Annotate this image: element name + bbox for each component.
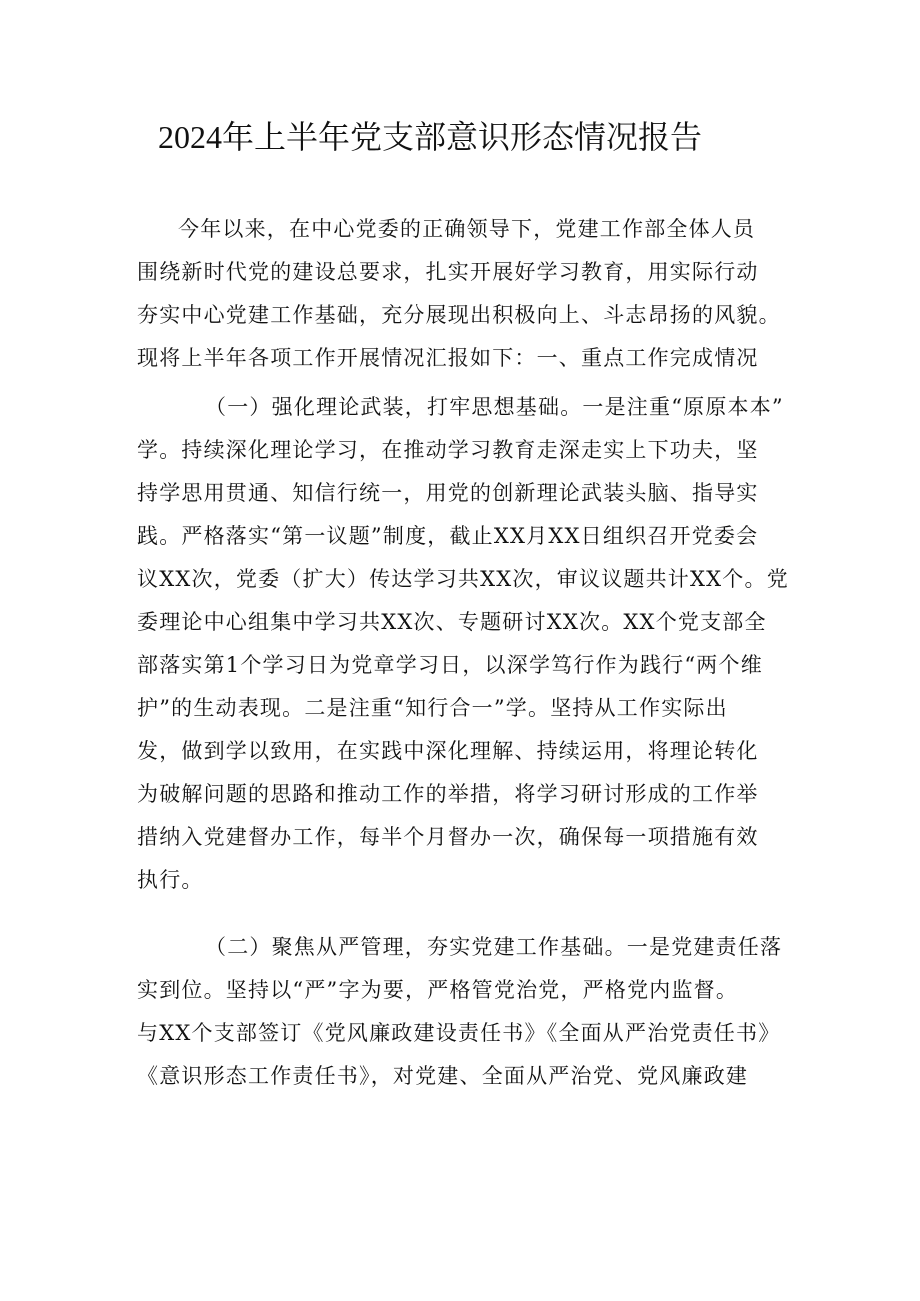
paragraph-line: 践。严格落实“第一议题”制度，截止XX月XX日组织召开党委会 bbox=[137, 524, 759, 548]
paragraph-line: 部落实第1个学习日为党章学习日，以深学笃行作为践行“两个维 bbox=[137, 653, 763, 677]
paragraph-line: 《意识形态工作责任书》，对党建、全面从严治党、党风廉政建 bbox=[137, 1064, 749, 1088]
paragraph-line: 实到位。坚持以“严”字为要，严格管党治党，严格党内监督。 bbox=[137, 978, 739, 1002]
paragraph-line: 围绕新时代党的建设总要求，扎实开展好学习教育，用实际行动 bbox=[137, 260, 759, 284]
paragraph-line: 执行。 bbox=[137, 868, 204, 892]
paragraph-line: 议XX次，党委（扩大）传达学习共XX次，审议议题共计XX个。党 bbox=[137, 567, 789, 591]
paragraph-line: 夯实中心党建工作基础，充分展现出积极向上、斗志昂扬的风貌。 bbox=[137, 303, 781, 327]
paragraph-line: 现将上半年各项工作开展情况汇报如下：一、重点工作完成情况 bbox=[137, 346, 759, 370]
paragraph-line: 与XX个支部签订《党风廉政建设责任书》《全面从严治党责任书》 bbox=[137, 1021, 781, 1045]
paragraph-line: 护”的生动表现。二是注重“知行合一”学。坚持从工作实际出 bbox=[137, 696, 728, 720]
paragraph-line: 措纳入党建督办工作，每半个月督办一次，确保每一项措施有效 bbox=[137, 825, 759, 849]
document-title: 2024年上半年党支部意识形态情况报告 bbox=[158, 119, 703, 155]
paragraph-line: （一）强化理论武装，打牢思想基础。一是注重“原原本本” bbox=[205, 395, 784, 419]
paragraph-line: 委理论中心组集中学习共XX次、专题研讨XX次。XX个党支部全 bbox=[137, 610, 767, 634]
paragraph-line: 今年以来，在中心党委的正确领导下，党建工作部全体人员 bbox=[178, 217, 756, 241]
paragraph-line: 为破解问题的思路和推动工作的举措，将学习研讨形成的工作举 bbox=[137, 782, 759, 806]
paragraph-line: （二）聚焦从严管理，夯实党建工作基础。一是党建责任落 bbox=[205, 935, 783, 959]
paragraph-line: 持学思用贯通、知信行统一，用党的创新理论武装头脑、指导实 bbox=[137, 481, 759, 505]
paragraph-line: 学。持续深化理论学习，在推动学习教育走深走实上下功夫，坚 bbox=[137, 438, 759, 462]
paragraph-line: 发，做到学以致用，在实践中深化理解、持续运用，将理论转化 bbox=[137, 739, 759, 763]
